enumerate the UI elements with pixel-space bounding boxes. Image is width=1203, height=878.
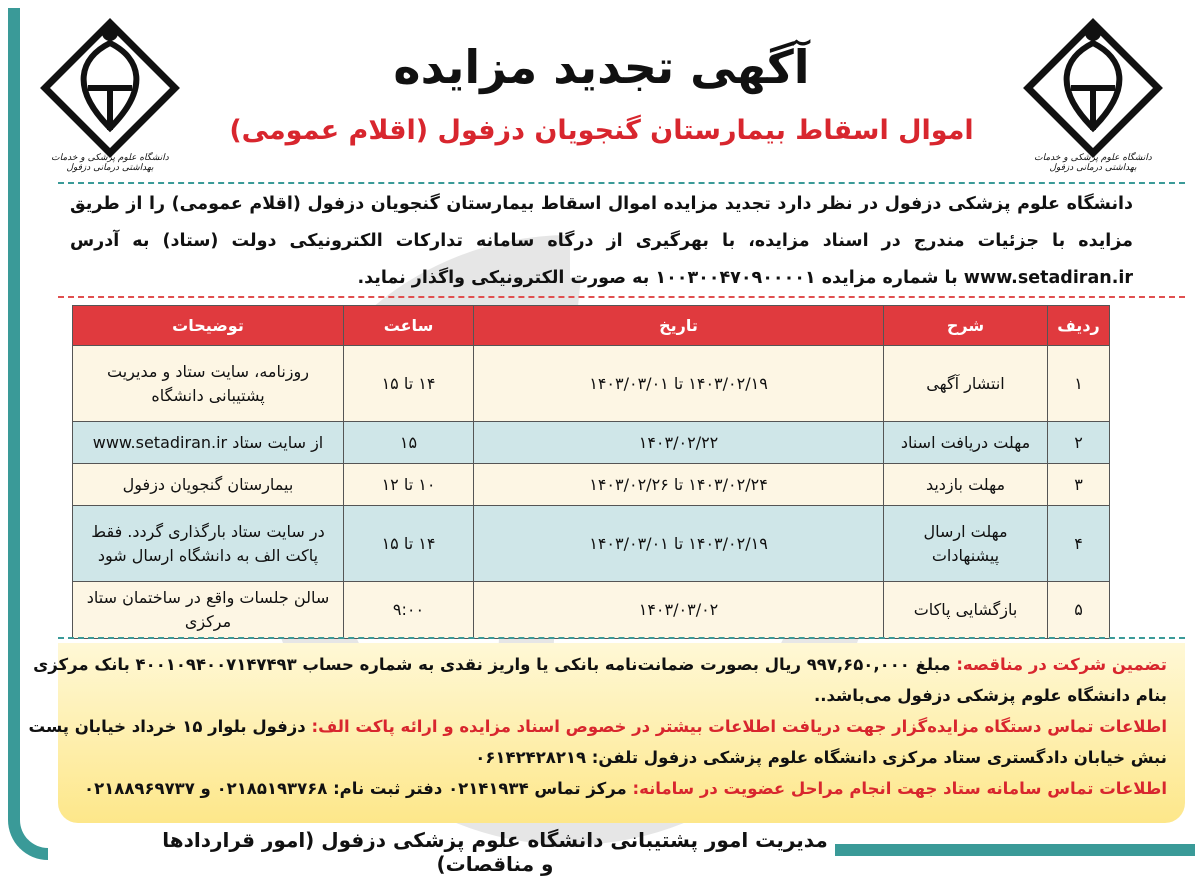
logo-caption: دانشگاه علوم پزشکی و خدمات بهداشتی درمانی دزفول	[1034, 153, 1152, 173]
seta-label: اطلاعات تماس سامانه ستاد جهت انجام مراحل عضویت در سامانه:	[632, 779, 1167, 798]
seta-text: مرکز تماس ۰۲۱۴۱۹۳۴ دفتر ثبت نام: ۰۲۱۸۵۱۹۳۷۶۸ و ۰۲۱۸۸۹۶۹۷۳۷	[84, 779, 627, 798]
table-cell: روزنامه، سایت ستاد و مدیریت پشتیبانی دانشگاه	[73, 346, 344, 422]
guarantee-text-2: بنام دانشگاه علوم پزشکی دزفول می‌باشد..	[813, 686, 1167, 705]
table-cell: ۱۴۰۳/۰۲/۲۲	[474, 422, 884, 464]
table-cell: بیمارستان گنجویان دزفول	[73, 464, 344, 506]
table-cell: ۲	[1048, 422, 1110, 464]
contact-text-2: نبش خیابان دادگستری ستاد مرکزی دانشگاه علوم پزشکی دزفول تلفن: ۰۶۱۴۲۴۲۸۲۱۹	[475, 748, 1167, 767]
column-header: ساعت	[344, 306, 474, 346]
divider	[58, 182, 1185, 184]
table-cell: ۱۴۰۳/۰۲/۱۹ تا ۱۴۰۳/۰۳/۰۱	[474, 506, 884, 582]
contact-text: دزفول بلوار ۱۵ خرداد خیابان پست	[28, 717, 306, 736]
table-cell: ۳	[1048, 464, 1110, 506]
guarantee-label: تضمین شرکت در مناقصه:	[956, 655, 1167, 674]
divider	[58, 637, 1185, 639]
table-cell: انتشار آگهی	[884, 346, 1048, 422]
table-cell: سالن جلسات واقع در ساختمان ستاد مرکزی	[73, 582, 344, 639]
logo-caption: دانشگاه علوم پزشکی و خدمات بهداشتی درمانی دزفول	[51, 153, 169, 173]
table-cell: از سایت ستاد www.setadiran.ir	[73, 422, 344, 464]
table-cell: ۱۴ تا ۱۵	[344, 506, 474, 582]
column-header: تاریخ	[474, 306, 884, 346]
table-cell: ۱۴۰۳/۰۲/۱۹ تا ۱۴۰۳/۰۳/۰۱	[474, 346, 884, 422]
table-cell: ۱۵	[344, 422, 474, 464]
table-cell: ۱۴۰۳/۰۳/۰۲	[474, 582, 884, 639]
page-title: آگهی تجدید مزایده	[393, 40, 810, 94]
contact-label: اطلاعات تماس دستگاه مزایده‌گزار جهت دریافت اطلاعات بیشتر در خصوص اسناد مزایده و ارائه پاکت الف:	[311, 717, 1167, 736]
table-cell: ۱۰ تا ۱۲	[344, 464, 474, 506]
table-cell: بازگشایی پاکات	[884, 582, 1048, 639]
table-row	[73, 422, 1110, 464]
table-row	[73, 582, 1110, 639]
intro-paragraph: دانشگاه علوم پزشکی دزفول در نظر دارد تجدید مزایده اموال اسقاط بیمارستان گنجویان دزفول (اقلام عمومی) را از طریق مزایده با جزئیات مندرج در اسناد مزایده، با بهرگیری از درگاه سامانه تدارکات الکترونیکی دولت (ستاد) به آدرس www.setadiran.ir با شماره مزایده ۱۰۰۳۰۰۴۷۰۹۰۰۰۰۱ به صورت الکترونیکی واگذار نماید.	[70, 194, 1133, 288]
guarantee-text: مبلغ ۹۹۷,۶۵۰,۰۰۰ ریال بصورت ضمانت‌نامه بانکی یا واریز نقدی به شماره حساب ۴۰۰۱۰۹۴۰۰۷۱۴۷۴۹۳ بانک مرکزی	[33, 655, 951, 674]
table-cell: ۱	[1048, 346, 1110, 422]
column-header: شرح	[884, 306, 1048, 346]
table-row	[73, 464, 1110, 506]
table-cell: ۱۴ تا ۱۵	[344, 346, 474, 422]
page-subtitle: اموال اسقاط بیمارستان گنجویان دزفول (اقلام عمومی)	[229, 115, 974, 146]
table-cell: مهلت ارسال پیشنهادات	[884, 506, 1048, 582]
table-row	[73, 346, 1110, 422]
table-cell: ۴	[1048, 506, 1110, 582]
schedule-table	[72, 305, 1110, 639]
decorative-bar	[835, 844, 1195, 856]
table-row	[73, 506, 1110, 582]
table-cell: ۹:۰۰	[344, 582, 474, 639]
info-section	[28, 643, 1185, 823]
table-cell: مهلت دریافت اسناد	[884, 422, 1048, 464]
column-header: ردیف	[1048, 306, 1110, 346]
table-cell: در سایت ستاد بارگذاری گردد. فقط پاکت الف به دانشگاه ارسال شود	[73, 506, 344, 582]
table-header-row	[73, 306, 1110, 346]
divider	[58, 296, 1185, 298]
column-header: توضیحات	[73, 306, 344, 346]
footer-signature: مدیریت امور پشتیبانی دانشگاه علوم پزشکی دزفول (امور قراردادها و مناقصات)	[162, 828, 828, 876]
table-cell: ۵	[1048, 582, 1110, 639]
table-cell: مهلت بازدید	[884, 464, 1048, 506]
table-cell: ۱۴۰۳/۰۲/۲۴ تا ۱۴۰۳/۰۲/۲۶	[474, 464, 884, 506]
